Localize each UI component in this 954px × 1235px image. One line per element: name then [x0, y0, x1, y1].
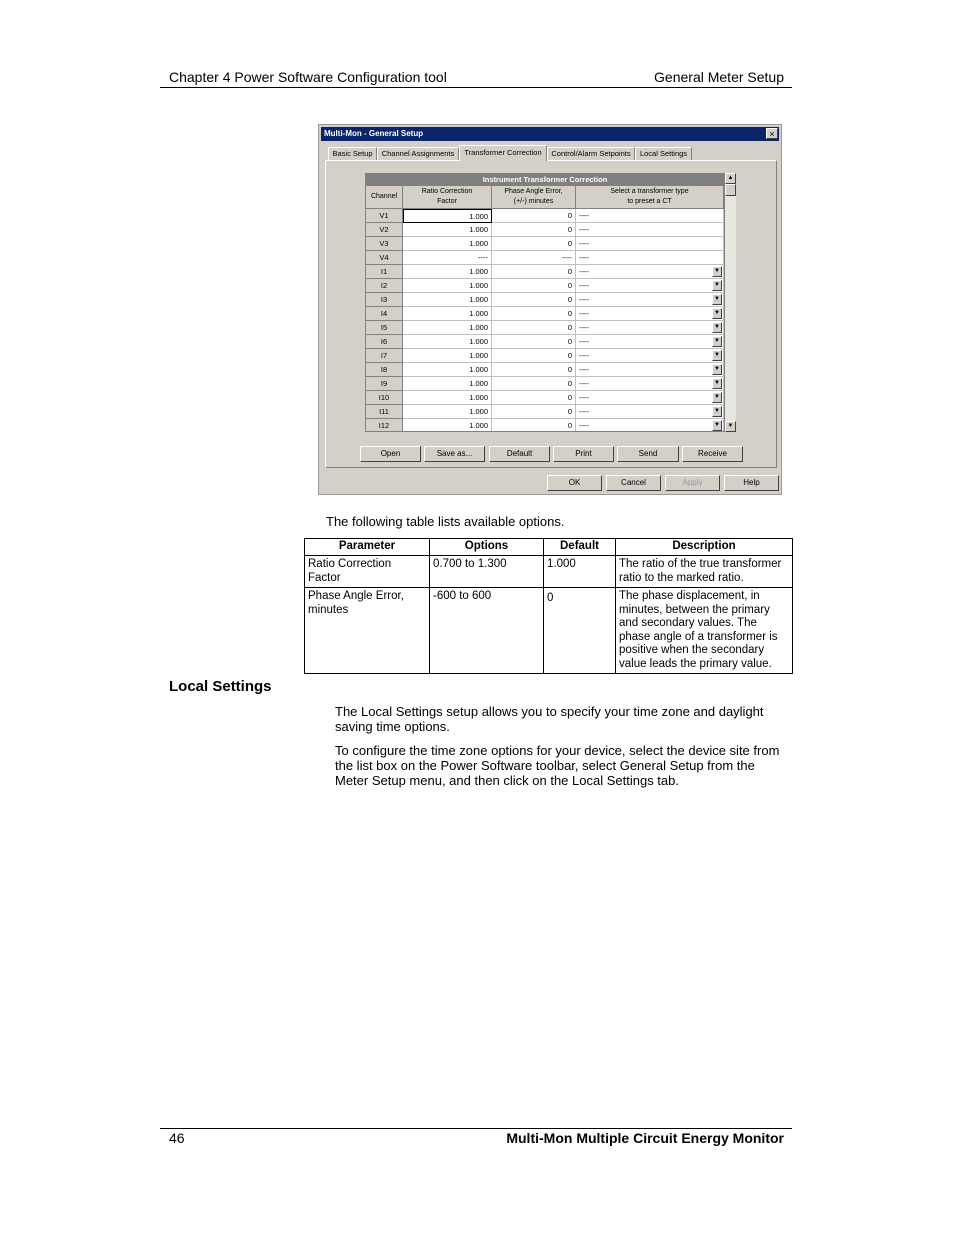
transformer-type-cell-value: ---- [579, 295, 589, 304]
channel-cell-value: I6 [380, 337, 388, 346]
tab-transformer-correction[interactable]: Transformer Correction [459, 145, 547, 161]
ratio-cell-value: 1.000 [469, 351, 488, 360]
col-header-phase-line2: (+/-) minutes [513, 198, 554, 205]
transformer-type-cell[interactable] [576, 251, 724, 265]
channel-cell [366, 293, 403, 307]
transformer-type-cell[interactable] [576, 391, 724, 405]
dialog-title: Multi-Mon - General Setup [324, 129, 424, 138]
ratio-cell-value: 1.000 [469, 212, 488, 221]
channel-cell-value: I3 [380, 295, 388, 304]
transformer-type-cell[interactable] [576, 293, 724, 307]
table-row [366, 405, 724, 419]
options-header-default: Default [544, 539, 616, 556]
table-cell: 1.000 [544, 556, 616, 588]
phase-cell[interactable] [492, 419, 576, 432]
col-header-type [576, 186, 724, 209]
phase-cell[interactable] [492, 391, 576, 405]
phase-cell-value: 0 [567, 407, 572, 416]
channel-cell [366, 279, 403, 293]
channel-cell [366, 405, 403, 419]
general-setup-dialog [318, 124, 782, 495]
table-row [366, 237, 724, 251]
ratio-cell[interactable] [403, 279, 492, 293]
table-row [366, 251, 724, 265]
table-cell: -600 to 600 [430, 588, 544, 674]
help-button[interactable]: Help [724, 475, 779, 491]
table-cell: 0 [544, 588, 616, 674]
phase-cell[interactable] [492, 265, 576, 279]
section-paragraph-2: To configure the time zone options for your device, select the device site from the list box on the Power Software toolbar, select General Setup from the Meter Setup menu, and then click on the Local Settings tab. [335, 743, 780, 788]
transformer-type-cell-value: ---- [579, 267, 589, 276]
transformer-type-cell-value: ---- [579, 323, 589, 332]
channel-cell-value: I10 [378, 393, 390, 402]
phase-cell[interactable] [492, 335, 576, 349]
channel-cell-value: I12 [378, 421, 390, 430]
transformer-type-cell[interactable] [576, 237, 724, 251]
ratio-cell-value: 1.000 [469, 337, 488, 346]
channel-cell [366, 223, 403, 237]
phase-cell-value: 0 [567, 365, 572, 374]
transformer-type-cell-value: ---- [579, 211, 589, 220]
phase-cell-value: 0 [567, 211, 572, 220]
phase-cell-value: ---- [562, 253, 572, 262]
channel-cell-value: I8 [380, 365, 388, 374]
send-button[interactable]: Send [617, 446, 679, 462]
phase-cell-value: 0 [567, 393, 572, 402]
col-header-ratio-line1: Ratio Correction [421, 188, 473, 195]
channel-cell-value: I4 [380, 309, 388, 318]
chevron-down-icon[interactable]: ▼ [712, 280, 722, 291]
transformer-type-cell-value: ---- [579, 351, 589, 360]
phase-cell-value: 0 [567, 267, 572, 276]
table-cell: 0.700 to 1.300 [430, 556, 544, 588]
tab-local-settings[interactable]: Local Settings [635, 147, 692, 160]
ratio-cell[interactable] [403, 265, 492, 279]
col-header-phase [492, 186, 576, 209]
phase-cell-value: 0 [567, 351, 572, 360]
channel-cell-value: I7 [380, 351, 388, 360]
ratio-cell[interactable] [403, 363, 492, 377]
table-row [366, 377, 724, 391]
table-row [366, 363, 724, 377]
scroll-up-icon[interactable]: ▲ [725, 173, 736, 184]
ratio-cell-value: 1.000 [469, 295, 488, 304]
channel-cell [366, 349, 403, 363]
transformer-type-cell[interactable] [576, 377, 724, 391]
options-header-options: Options [430, 539, 544, 556]
table-row [366, 307, 724, 321]
phase-cell[interactable] [492, 251, 576, 265]
phase-cell-value: 0 [567, 281, 572, 290]
transformer-type-cell[interactable] [576, 349, 724, 363]
ratio-cell-value: 1.000 [469, 365, 488, 374]
scroll-down-icon[interactable]: ▼ [725, 421, 736, 432]
transformer-type-cell[interactable] [576, 321, 724, 335]
options-header-parameter: Parameter [305, 539, 430, 556]
chevron-down-icon[interactable]: ▼ [712, 266, 722, 277]
cancel-button[interactable]: Cancel [606, 475, 661, 491]
table-row [366, 209, 724, 223]
phase-cell-value: 0 [567, 309, 572, 318]
ratio-cell-value: 1.000 [469, 281, 488, 290]
transformer-type-cell[interactable] [576, 363, 724, 377]
apply-button[interactable]: Apply [665, 475, 720, 491]
col-header-channel: Channel [366, 186, 403, 209]
transformer-type-cell-value: ---- [579, 379, 589, 388]
dialog-titlebar [321, 127, 779, 141]
options-header-description: Description [616, 539, 793, 556]
phase-cell[interactable] [492, 363, 576, 377]
open-button[interactable]: Open [360, 446, 421, 462]
ratio-cell[interactable] [403, 405, 492, 419]
channel-cell-value: I2 [380, 281, 388, 290]
table-row [366, 223, 724, 237]
grid-scrollbar[interactable] [725, 173, 736, 432]
ratio-cell-value: 1.000 [469, 393, 488, 402]
channel-cell [366, 251, 403, 265]
section-title: Local Settings [169, 678, 272, 695]
transformer-type-cell-value: ---- [579, 253, 589, 262]
ratio-cell[interactable] [403, 391, 492, 405]
default-button[interactable]: Default [489, 446, 550, 462]
chevron-down-icon[interactable]: ▼ [712, 336, 722, 347]
transformer-type-cell-value: ---- [579, 225, 589, 234]
transformer-type-cell-value: ---- [579, 421, 589, 430]
col-header-phase-line1: Phase Angle Error, [504, 188, 563, 195]
ratio-cell-value: ---- [478, 253, 488, 262]
chevron-down-icon[interactable]: ▼ [712, 406, 722, 417]
channel-cell-value: V3 [379, 239, 389, 248]
scroll-thumb[interactable] [725, 184, 736, 196]
phase-cell[interactable] [492, 209, 576, 223]
transformer-type-cell[interactable] [576, 405, 724, 419]
ratio-cell-value: 1.000 [469, 267, 488, 276]
channel-cell [366, 363, 403, 377]
options-table-header [305, 539, 793, 556]
table-intro: The following table lists available options. [326, 514, 565, 529]
channel-cell [366, 335, 403, 349]
footer-title: Multi-Mon Multiple Circuit Energy Monitor [506, 1130, 784, 1146]
transformer-type-cell-value: ---- [579, 309, 589, 318]
channel-cell-value: I9 [380, 379, 388, 388]
transformer-type-cell[interactable] [576, 335, 724, 349]
chevron-down-icon[interactable]: ▼ [712, 322, 722, 333]
chevron-down-icon[interactable]: ▼ [712, 378, 722, 389]
col-header-ratio [403, 186, 492, 209]
table-row [366, 419, 724, 432]
ratio-cell[interactable] [403, 223, 492, 237]
table-row [366, 335, 724, 349]
table-cell: Phase Angle Error, minutes [305, 588, 430, 674]
transformer-type-cell-value: ---- [579, 239, 589, 248]
header-chapter: Chapter 4 Power Software Configuration tool [169, 69, 447, 85]
ratio-cell[interactable] [403, 349, 492, 363]
table-cell: The phase displacement, in minutes, between the primary and secondary values. The phase angle of a transformer is positive when the secondary value leads the primary value. [616, 588, 793, 674]
col-header-type-line1: Select a transformer type [610, 188, 689, 195]
phase-cell[interactable] [492, 321, 576, 335]
table-row [366, 279, 724, 293]
table-row [305, 588, 793, 674]
ok-button[interactable]: OK [547, 475, 602, 491]
table-row [366, 293, 724, 307]
phase-cell-value: 0 [567, 323, 572, 332]
transformer-type-cell-value: ---- [579, 365, 589, 374]
ratio-cell-value: 1.000 [469, 225, 488, 234]
chevron-down-icon[interactable]: ▼ [712, 364, 722, 375]
table-row [366, 391, 724, 405]
grid-title: Instrument Transformer Correction [366, 174, 724, 186]
chevron-down-icon[interactable]: ▼ [712, 308, 722, 319]
transformer-type-cell[interactable] [576, 265, 724, 279]
phase-cell-value: 0 [567, 337, 572, 346]
ratio-cell[interactable] [403, 307, 492, 321]
section-paragraph-1: The Local Settings setup allows you to specify your time zone and daylight saving time options. [335, 704, 764, 734]
channel-cell [366, 419, 403, 432]
phase-cell[interactable] [492, 377, 576, 391]
channel-cell-value: V4 [379, 253, 389, 262]
transformer-type-cell[interactable] [576, 419, 724, 432]
tab-channel-assignments[interactable]: Channel Assignments [377, 147, 459, 160]
channel-cell [366, 391, 403, 405]
transformer-type-cell-value: ---- [579, 407, 589, 416]
save-as-button[interactable]: Save as... [424, 446, 485, 462]
transformer-type-cell-value: ---- [579, 281, 589, 290]
channel-cell-value: V1 [379, 211, 389, 220]
ratio-cell[interactable] [403, 321, 492, 335]
channel-cell [366, 265, 403, 279]
print-button[interactable]: Print [553, 446, 614, 462]
ratio-cell[interactable] [403, 335, 492, 349]
col-header-type-line2: to preset a CT [627, 198, 672, 205]
header-rule [160, 87, 792, 88]
ratio-cell[interactable] [403, 251, 492, 265]
options-table [304, 538, 793, 674]
footer-rule [160, 1128, 792, 1129]
ratio-cell-value: 1.000 [469, 407, 488, 416]
phase-cell-value: 0 [567, 239, 572, 248]
channel-cell [366, 307, 403, 321]
ratio-cell-value: 1.000 [469, 421, 488, 430]
ratio-cell-value: 1.000 [469, 239, 488, 248]
ratio-cell[interactable] [403, 377, 492, 391]
transformer-type-cell-value: ---- [579, 337, 589, 346]
table-row [366, 265, 724, 279]
ratio-cell[interactable] [403, 237, 492, 251]
chevron-down-icon[interactable]: ▼ [712, 420, 722, 431]
channel-cell-value: V2 [379, 225, 389, 234]
phase-cell[interactable] [492, 405, 576, 419]
phase-cell[interactable] [492, 349, 576, 363]
phase-cell[interactable] [492, 307, 576, 321]
chevron-down-icon[interactable]: ▼ [712, 294, 722, 305]
channel-cell-value: I5 [380, 323, 388, 332]
receive-button[interactable]: Receive [682, 446, 743, 462]
ratio-cell-value: 1.000 [469, 323, 488, 332]
phase-cell-value: 0 [567, 421, 572, 430]
channel-cell-value: I11 [379, 407, 389, 416]
transformer-type-cell[interactable] [576, 223, 724, 237]
header-section: General Meter Setup [654, 69, 784, 85]
transformer-correction-grid [365, 173, 725, 432]
channel-cell [366, 237, 403, 251]
transformer-type-cell[interactable] [576, 209, 724, 223]
phase-cell-value: 0 [567, 379, 572, 388]
phase-cell-value: 0 [567, 225, 572, 234]
phase-cell[interactable] [492, 293, 576, 307]
phase-cell[interactable] [492, 279, 576, 293]
table-cell: Ratio Correction Factor [305, 556, 430, 588]
phase-cell-value: 0 [567, 295, 572, 304]
transformer-type-cell[interactable] [576, 279, 724, 293]
tab-basic-setup[interactable]: Basic Setup [328, 147, 377, 160]
ratio-cell[interactable] [403, 209, 492, 223]
ratio-cell[interactable] [403, 293, 492, 307]
chevron-down-icon[interactable]: ▼ [712, 392, 722, 403]
phase-cell[interactable] [492, 223, 576, 237]
col-header-ratio-line2: Factor [437, 198, 457, 205]
ratio-cell[interactable] [403, 419, 492, 432]
table-row [305, 556, 793, 588]
ratio-cell-value: 1.000 [469, 379, 488, 388]
page-number: 46 [169, 1130, 185, 1146]
table-row [366, 321, 724, 335]
channel-cell [366, 209, 403, 223]
table-row [366, 349, 724, 363]
channel-cell [366, 377, 403, 391]
transformer-type-cell[interactable] [576, 307, 724, 321]
table-cell: The ratio of the true transformer ratio to the marked ratio. [616, 556, 793, 588]
ratio-cell-value: 1.000 [469, 309, 488, 318]
chevron-down-icon[interactable]: ▼ [712, 350, 722, 361]
close-icon[interactable]: × [766, 128, 778, 139]
channel-cell [366, 321, 403, 335]
tab-control-alarm-setpoints[interactable]: Control/Alarm Setpoints [547, 147, 635, 160]
channel-cell-value: I1 [380, 267, 388, 276]
phase-cell[interactable] [492, 237, 576, 251]
transformer-type-cell-value: ---- [579, 393, 589, 402]
